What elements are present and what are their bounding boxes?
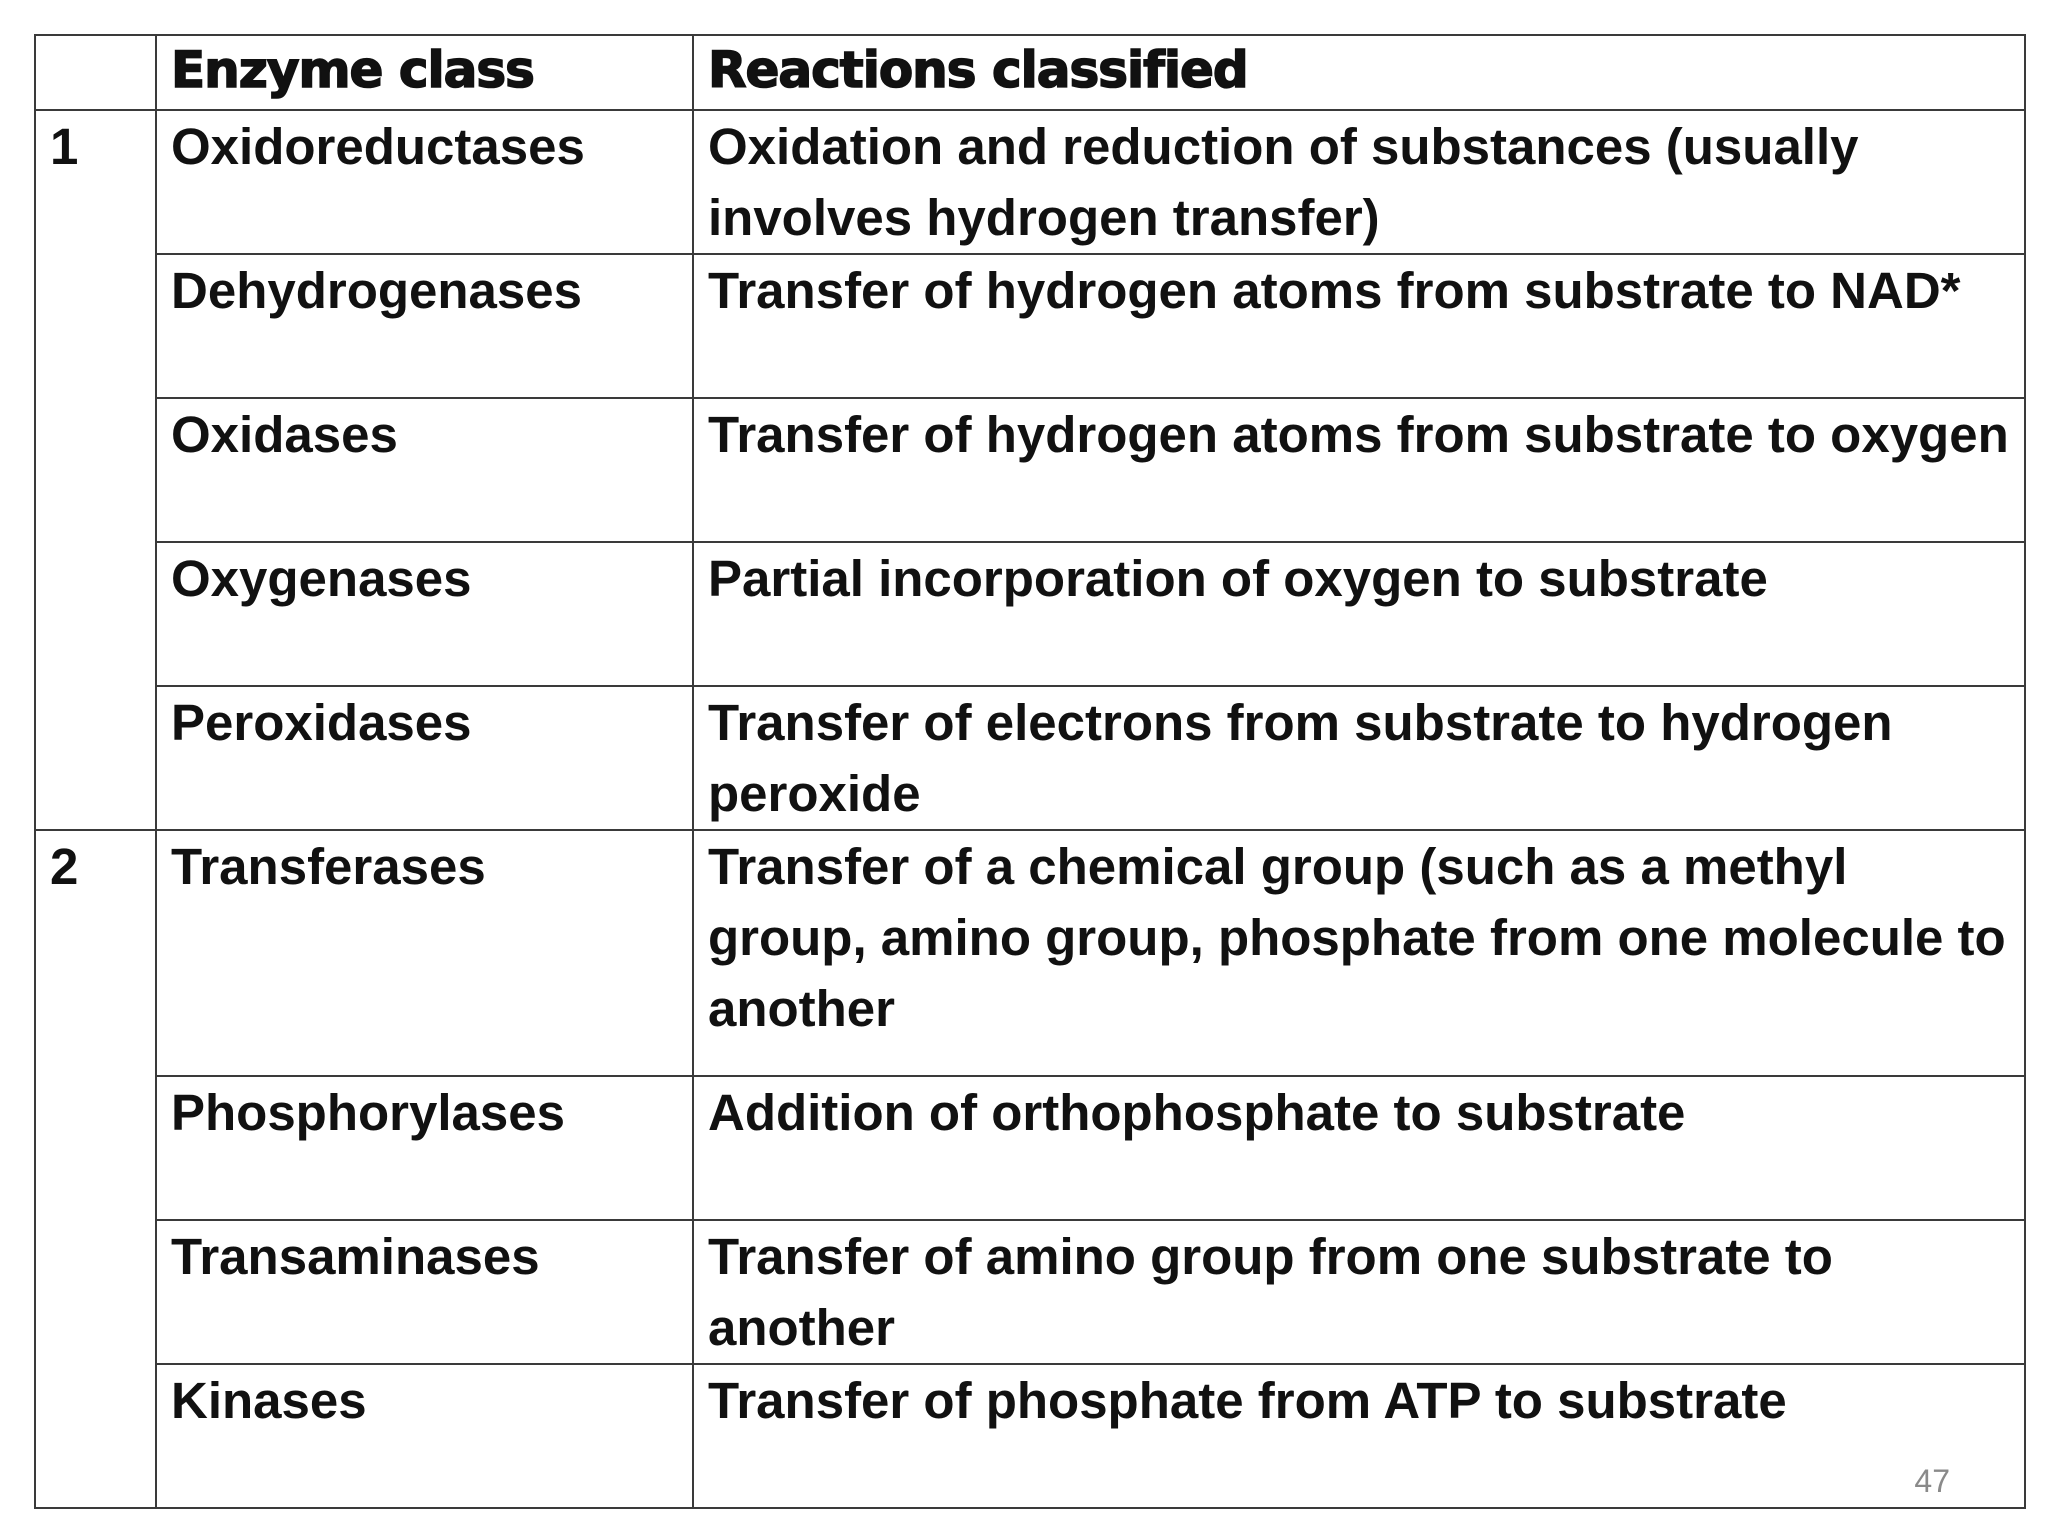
table-row: [35, 1364, 2025, 1508]
enzyme-name: Oxidases: [156, 398, 693, 542]
table-row: [35, 686, 2025, 830]
enzyme-name: Oxidoreductases: [156, 110, 693, 254]
page-number: 47: [1914, 1463, 1950, 1499]
enzyme-name: Peroxidases: [156, 686, 693, 830]
reaction-description: Transfer of a chemical group (such as a methyl group, amino group, phosphate from one molecule to another: [693, 830, 2025, 1076]
enzyme-name: Transaminases: [156, 1220, 693, 1364]
group-number: 2: [35, 830, 156, 1508]
reaction-description: Transfer of hydrogen atoms from substrate to oxygen: [693, 398, 2025, 542]
table-row: [35, 398, 2025, 542]
table-row: [35, 542, 2025, 686]
reaction-description: Transfer of hydrogen atoms from substrate to NAD*: [693, 254, 2025, 398]
reaction-description: Transfer of phosphate from ATP to substrate: [693, 1364, 2025, 1508]
reaction-description: Transfer of amino group from one substrate to another: [693, 1220, 2025, 1364]
header-enzyme-class: Enzyme class: [156, 35, 693, 110]
table-row: [35, 1076, 2025, 1220]
reaction-description: Transfer of electrons from substrate to hydrogen peroxide: [693, 686, 2025, 830]
table-row: [35, 1220, 2025, 1364]
header-row: [35, 35, 2025, 110]
reaction-description: Partial incorporation of oxygen to substrate: [693, 542, 2025, 686]
enzyme-name: Transferases: [156, 830, 693, 1076]
header-number-cell: [35, 35, 156, 110]
group-number: 1: [35, 110, 156, 830]
reaction-description: Addition of orthophosphate to substrate: [693, 1076, 2025, 1220]
header-reactions-classified: Reactions classified: [693, 35, 2025, 110]
reaction-description: Oxidation and reduction of substances (usually involves hydrogen transfer): [693, 110, 2025, 254]
enzyme-name: Dehydrogenases: [156, 254, 693, 398]
enzyme-name: Oxygenases: [156, 542, 693, 686]
table-row: [35, 254, 2025, 398]
table-row: [35, 830, 2025, 1076]
enzyme-name: Phosphorylases: [156, 1076, 693, 1220]
table-row: [35, 110, 2025, 254]
enzyme-classification-table: [34, 34, 2026, 1509]
enzyme-name: Kinases: [156, 1364, 693, 1508]
